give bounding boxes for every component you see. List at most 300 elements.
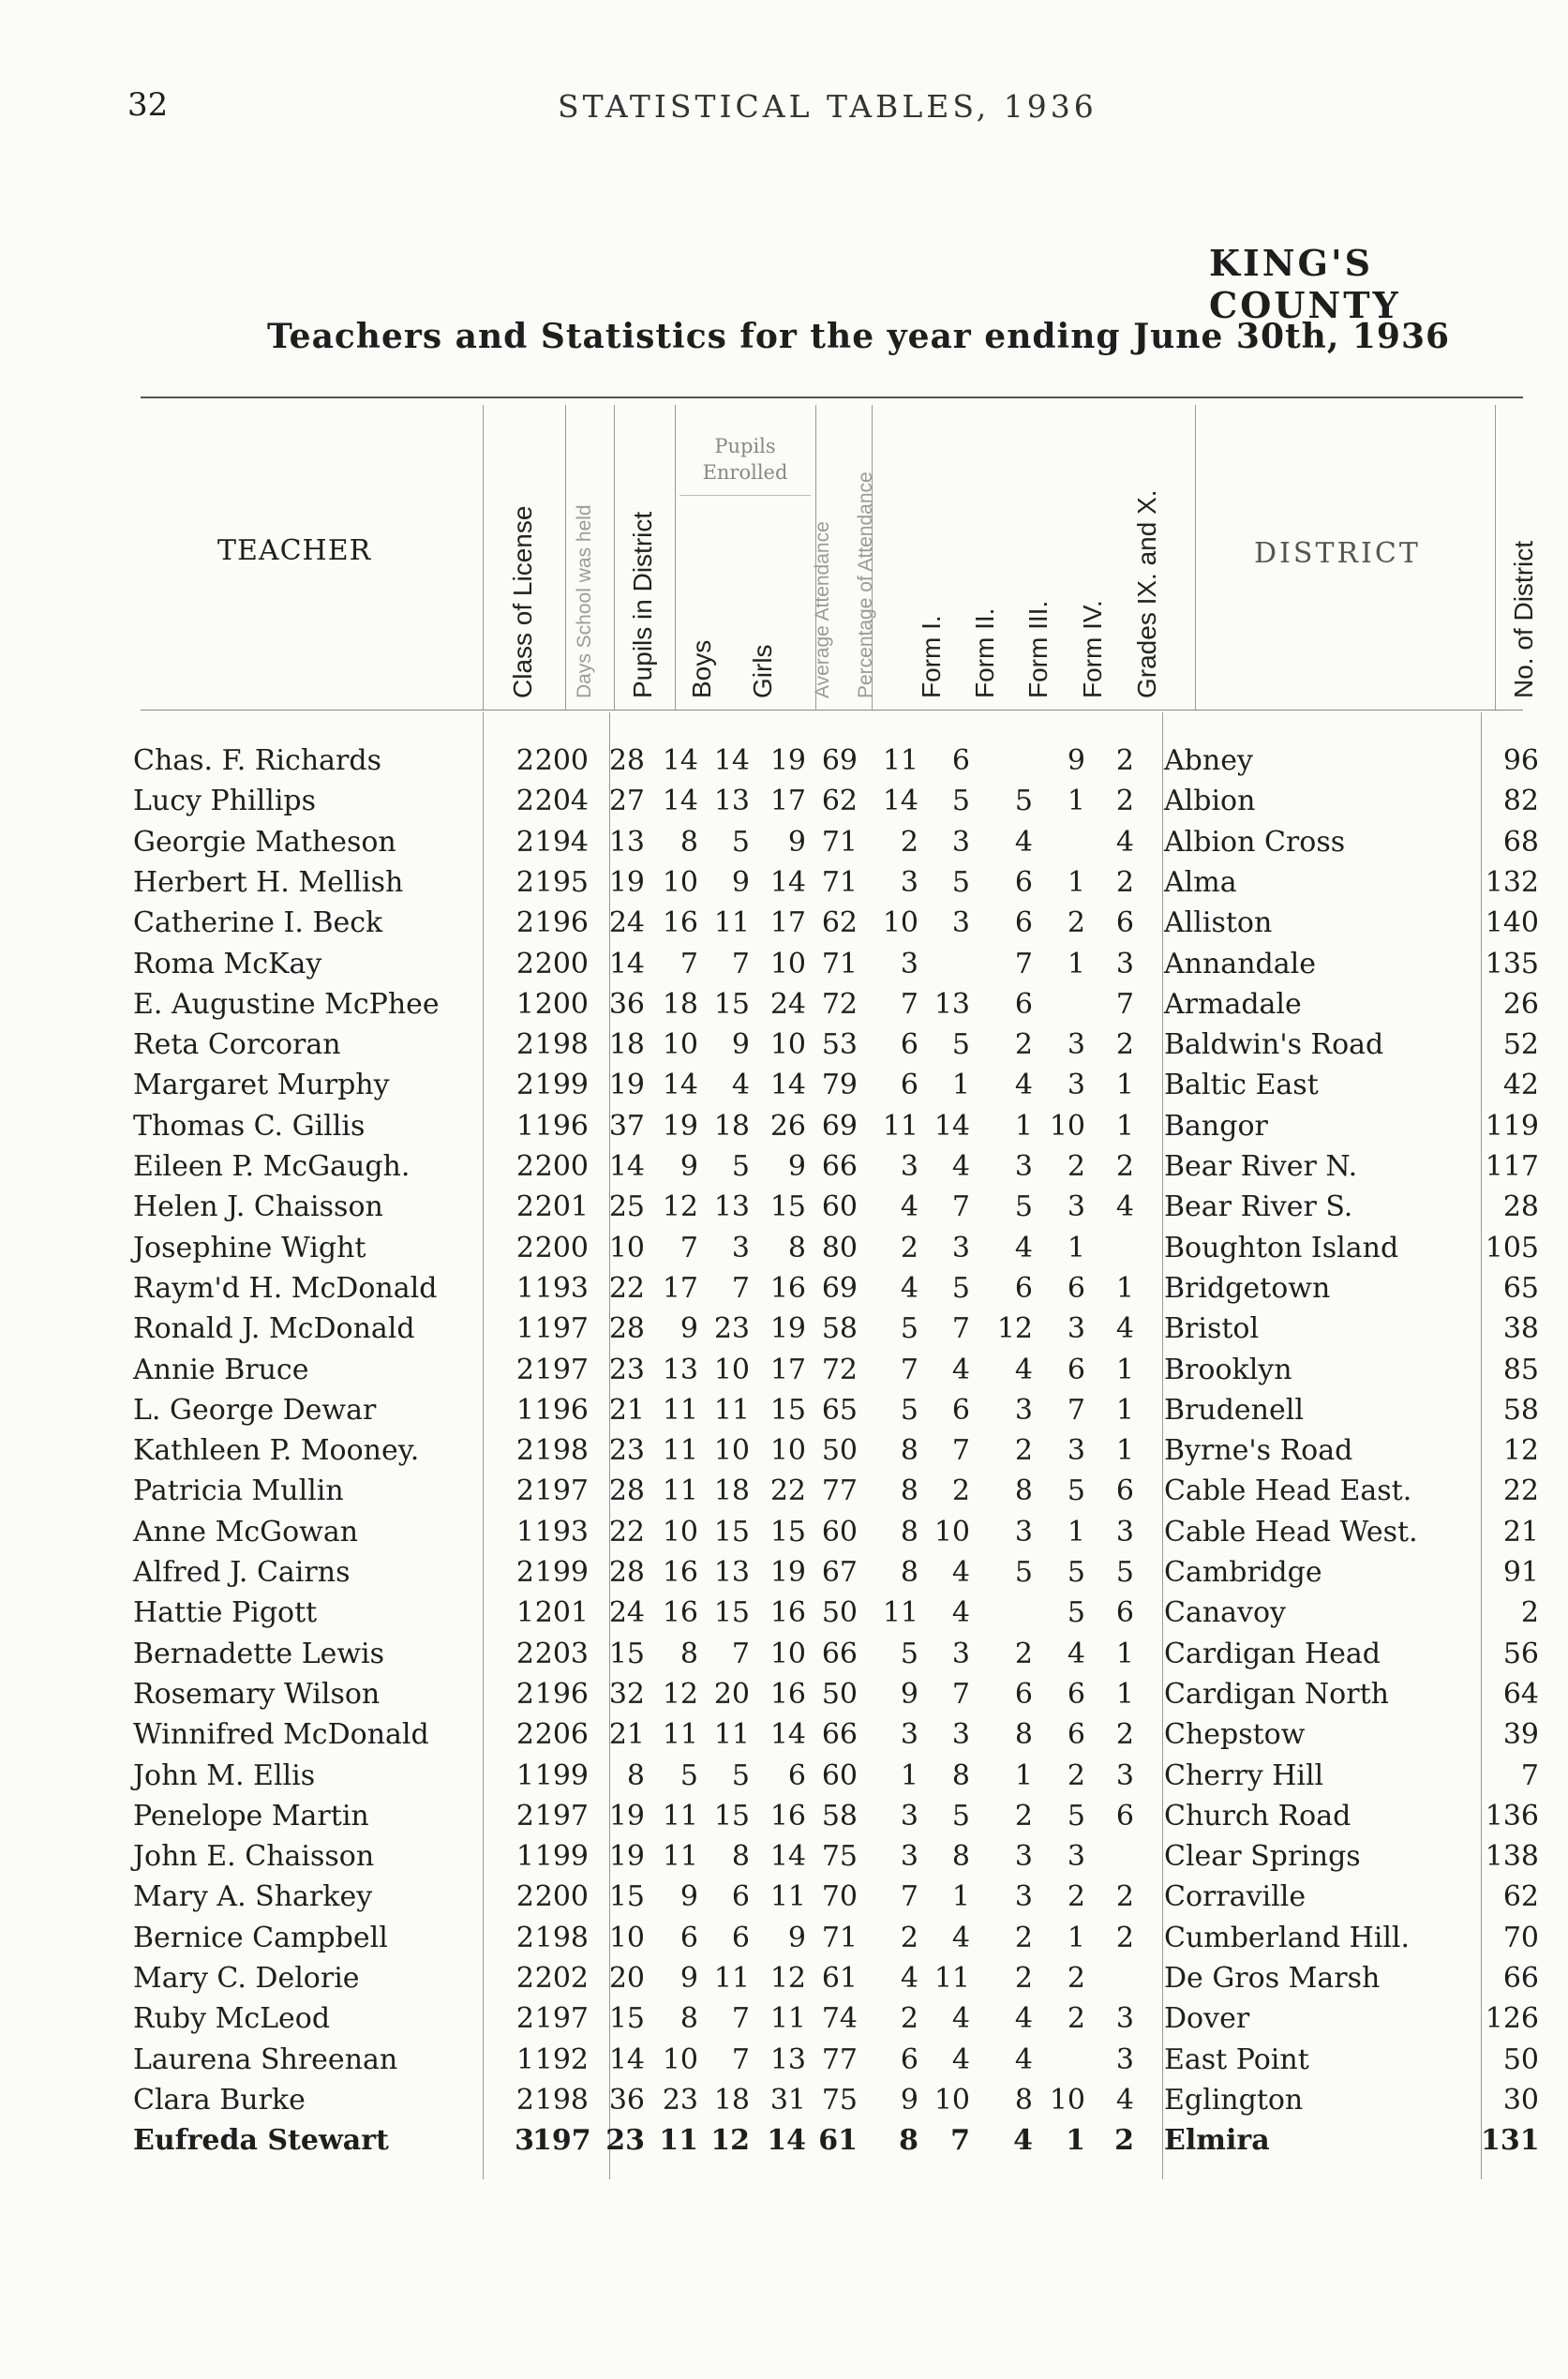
cell-girls: 5	[731, 1758, 750, 1792]
teacher-name: Penelope Martin	[133, 1799, 369, 1833]
district-number: 58	[1502, 1393, 1539, 1427]
cell-license: 2	[515, 1069, 534, 1102]
table-row	[0, 903, 1568, 943]
cell-f3: 5	[1014, 785, 1033, 818]
cell-pct: 50	[821, 1677, 858, 1711]
cell-f2: 13	[933, 987, 970, 1021]
cell-pupils: 24	[608, 906, 645, 940]
cell-f2: 5	[951, 1028, 970, 1062]
cell-boys: 11	[662, 1393, 698, 1427]
cell-days: 196	[534, 1109, 589, 1143]
cell-pupils: 28	[608, 1474, 645, 1508]
cell-f2: 7	[951, 1677, 970, 1711]
cell-f1: 14	[882, 785, 918, 818]
cell-f1: 2	[900, 1921, 918, 1954]
cell-pct: 69	[821, 744, 858, 777]
district-name: Alliston	[1164, 906, 1273, 940]
cell-g9: 2	[1115, 1880, 1134, 1914]
cell-f1: 2	[900, 2002, 918, 2036]
cell-f2: 5	[951, 1799, 970, 1833]
district-name: Alma	[1164, 865, 1237, 899]
teacher-name: Ronald J. McDonald	[133, 1312, 415, 1346]
cell-g9: 2	[1115, 1921, 1134, 1954]
cell-license: 2	[515, 1028, 534, 1062]
district-number: 105	[1485, 1231, 1539, 1264]
cell-pct: 66	[821, 1718, 858, 1752]
table-row	[0, 1309, 1568, 1349]
cell-license: 2	[515, 1556, 534, 1589]
cell-license: 2	[515, 1474, 534, 1508]
teacher-name: Mary C. Delorie	[133, 1962, 360, 1995]
form-4-header: Form IV.	[1078, 600, 1107, 698]
cell-license: 2	[515, 1434, 534, 1468]
cell-days: 201	[534, 1596, 589, 1630]
cell-girls: 13	[713, 1190, 750, 1224]
cell-boys: 13	[662, 1353, 698, 1386]
cell-license: 2	[515, 2002, 534, 2036]
cell-license: 1	[515, 1515, 534, 1549]
cell-avg: 19	[769, 1556, 806, 1589]
district-number: 64	[1502, 1677, 1539, 1711]
cell-g9: 6	[1115, 906, 1134, 940]
cell-girls: 7	[731, 947, 750, 980]
cell-f3: 3	[1014, 1515, 1033, 1549]
cell-days: 197	[532, 2124, 591, 2158]
cell-f3: 4	[1014, 825, 1033, 859]
cell-pct: 62	[821, 906, 858, 940]
cell-f1: 9	[900, 2083, 918, 2117]
cell-f3: 6	[1014, 1677, 1033, 1711]
teacher-name: Thomas C. Gillis	[133, 1109, 366, 1143]
cell-f3: 1	[1014, 1109, 1033, 1143]
cell-girls: 13	[713, 1556, 750, 1589]
cell-girls: 14	[713, 744, 750, 777]
cell-days: 200	[534, 744, 589, 777]
cell-boys: 11	[662, 1718, 698, 1752]
cell-f4: 4	[1067, 1637, 1085, 1670]
cell-boys: 10	[662, 1515, 698, 1549]
district-number: 132	[1485, 865, 1539, 899]
cell-license: 2	[515, 1353, 534, 1386]
district-name: Boughton Island	[1164, 1231, 1399, 1264]
cell-f2: 7	[951, 1190, 970, 1224]
table-row	[0, 1065, 1568, 1105]
district-number: 140	[1485, 906, 1539, 940]
cell-pupils: 19	[608, 1069, 645, 1102]
cell-boys: 14	[662, 1069, 698, 1102]
cell-license: 2	[515, 1231, 534, 1264]
teacher-name: Kathleen P. Mooney.	[133, 1434, 420, 1468]
teacher-name: Helen J. Chaisson	[133, 1190, 383, 1224]
cell-girls: 11	[713, 1718, 750, 1752]
cell-pupils: 19	[608, 1799, 645, 1833]
teacher-name: Josephine Wight	[133, 1231, 366, 1264]
header-divider	[1495, 405, 1496, 710]
cell-f4: 6	[1067, 1718, 1085, 1752]
district-name: Eglington	[1164, 2083, 1304, 2117]
cell-boys: 10	[662, 1028, 698, 1062]
table-row	[0, 1552, 1568, 1593]
cell-avg: 16	[769, 1677, 806, 1711]
cell-girls: 15	[713, 1799, 750, 1833]
header-divider	[1195, 405, 1196, 710]
table-row	[0, 1593, 1568, 1633]
boys-header: Boys	[687, 639, 716, 698]
cell-pct: 66	[821, 1637, 858, 1670]
cell-pupils: 24	[608, 1596, 645, 1630]
cell-avg: 19	[769, 744, 806, 777]
cell-avg: 6	[787, 1758, 806, 1792]
cell-f2: 6	[951, 1393, 970, 1427]
header-bottom-rule	[141, 710, 1523, 711]
cell-pct: 71	[821, 947, 858, 980]
teacher-name: Reta Corcoran	[133, 1028, 341, 1062]
cell-license: 2	[515, 1962, 534, 1995]
cell-days: 196	[534, 1393, 589, 1427]
district-number: 39	[1502, 1718, 1539, 1752]
cell-pct: 60	[821, 1758, 858, 1792]
cell-avg: 14	[769, 865, 806, 899]
cell-boys: 9	[679, 1312, 698, 1346]
cell-f1: 8	[900, 1434, 918, 1468]
teacher-name: John M. Ellis	[133, 1758, 316, 1792]
cell-avg: 10	[769, 947, 806, 980]
cell-g9: 6	[1115, 1799, 1134, 1833]
cell-boys: 8	[679, 2002, 698, 2036]
cell-avg: 15	[769, 1393, 806, 1427]
district-number: 70	[1502, 1921, 1539, 1954]
table-row	[0, 781, 1568, 821]
top-rule	[141, 396, 1523, 398]
cell-boys: 9	[679, 1962, 698, 1995]
cell-f1: 1	[900, 1758, 918, 1792]
cell-pct: 72	[821, 1353, 858, 1386]
cell-license: 2	[515, 1718, 534, 1752]
cell-avg: 10	[769, 1434, 806, 1468]
cell-f4: 3	[1067, 1190, 1085, 1224]
district-name: Cardigan North	[1164, 1677, 1389, 1711]
cell-avg: 13	[769, 2042, 806, 2076]
district-name: Cambridge	[1164, 1556, 1322, 1589]
cell-days: 198	[534, 1028, 589, 1062]
cell-pct: 53	[821, 1028, 858, 1062]
cell-days: 206	[534, 1718, 589, 1752]
cell-f3: 8	[1014, 1718, 1033, 1752]
cell-f4: 1	[1067, 785, 1085, 818]
cell-pupils: 22	[608, 1515, 645, 1549]
cell-g9: 2	[1115, 1718, 1134, 1752]
cell-f3: 4	[1014, 2042, 1033, 2076]
table-row	[0, 1471, 1568, 1511]
district-number: 42	[1502, 1069, 1539, 1102]
cell-boys: 23	[662, 2083, 698, 2117]
district-number: 38	[1502, 1312, 1539, 1346]
district-name: Brudenell	[1164, 1393, 1304, 1427]
cell-girls: 5	[731, 825, 750, 859]
cell-f3: 12	[996, 1312, 1033, 1346]
cell-f1: 8	[900, 1474, 918, 1508]
cell-girls: 10	[713, 1353, 750, 1386]
cell-pct: 50	[821, 1596, 858, 1630]
cell-f3: 3	[1014, 1150, 1033, 1183]
cell-boys: 8	[679, 1637, 698, 1670]
cell-days: 199	[534, 1556, 589, 1589]
cell-f3: 2	[1014, 1637, 1033, 1670]
cell-days: 200	[534, 1231, 589, 1264]
cell-avg: 11	[769, 1880, 806, 1914]
teacher-name: Mary A. Sharkey	[133, 1880, 373, 1914]
cell-avg: 10	[769, 1028, 806, 1062]
table-row	[0, 1430, 1568, 1471]
cell-pupils: 15	[608, 2002, 645, 2036]
cell-pct: 50	[821, 1434, 858, 1468]
cell-g9: 1	[1115, 1271, 1134, 1305]
percentage-attendance-header: Percentage of Attendance	[855, 471, 876, 698]
cell-girls: 18	[713, 2083, 750, 2117]
cell-f3: 2	[1014, 1799, 1033, 1833]
cell-license: 2	[515, 906, 534, 940]
cell-f2: 5	[951, 865, 970, 899]
cell-boys: 7	[679, 1231, 698, 1264]
cell-girls: 8	[731, 1840, 750, 1874]
cell-girls: 15	[713, 1515, 750, 1549]
cell-f1: 7	[900, 1353, 918, 1386]
cell-f4: 3	[1067, 1434, 1085, 1468]
cell-boys: 17	[662, 1271, 698, 1305]
district-number: 26	[1502, 987, 1539, 1021]
county-heading: KING'S COUNTY	[1209, 242, 1401, 326]
cell-f3: 8	[1014, 2083, 1033, 2117]
district-name: Bear River S.	[1164, 1190, 1353, 1224]
cell-license: 2	[515, 1150, 534, 1183]
cell-pct: 77	[821, 2042, 858, 2076]
cell-f4: 2	[1067, 1758, 1085, 1792]
teacher-name: Laurena Shreenan	[133, 2042, 398, 2076]
cell-f1: 5	[900, 1637, 918, 1670]
cell-f3: 2	[1014, 1434, 1033, 1468]
cell-girls: 10	[713, 1434, 750, 1468]
teacher-name: Chas. F. Richards	[133, 744, 381, 777]
cell-f1: 3	[900, 1840, 918, 1874]
cell-license: 1	[515, 2042, 534, 2076]
cell-f1: 11	[882, 1109, 918, 1143]
cell-avg: 15	[769, 1190, 806, 1224]
table-row	[0, 1877, 1568, 1917]
cell-f3: 3	[1014, 1880, 1033, 1914]
cell-pupils: 10	[608, 1231, 645, 1264]
cell-license: 1	[515, 987, 534, 1021]
cell-boys: 8	[679, 825, 698, 859]
district-name: Annandale	[1164, 947, 1316, 980]
cell-pupils: 15	[608, 1880, 645, 1914]
cell-f4: 1	[1066, 2124, 1085, 2158]
cell-f1: 3	[900, 1718, 918, 1752]
cell-pct: 71	[821, 825, 858, 859]
cell-pct: 74	[821, 2002, 858, 2036]
cell-pupils: 23	[608, 1353, 645, 1386]
cell-girls: 11	[713, 1962, 750, 1995]
table-row	[0, 2040, 1568, 2080]
cell-pupils: 10	[608, 1921, 645, 1954]
district-name: Byrne's Road	[1164, 1434, 1353, 1468]
cell-avg: 12	[769, 1962, 806, 1995]
cell-pct: 58	[821, 1312, 858, 1346]
cell-girls: 9	[731, 1028, 750, 1062]
cell-avg: 14	[769, 1069, 806, 1102]
teacher-name: Patricia Mullin	[133, 1474, 344, 1508]
teacher-name: Georgie Matheson	[133, 825, 396, 859]
cell-girls: 11	[713, 906, 750, 940]
cell-g9: 5	[1115, 1556, 1134, 1589]
cell-f4: 2	[1067, 1962, 1085, 1995]
cell-f2: 4	[951, 1596, 970, 1630]
cell-pupils: 32	[608, 1677, 645, 1711]
cell-pupils: 8	[626, 1758, 645, 1792]
teacher-name: E. Augustine McPhee	[133, 987, 440, 1021]
cell-boys: 5	[679, 1758, 698, 1792]
table-row	[0, 1634, 1568, 1674]
district-number: 2	[1520, 1596, 1539, 1630]
cell-license: 2	[515, 1190, 534, 1224]
cell-f2: 10	[933, 2083, 970, 2117]
cell-pct: 79	[821, 1069, 858, 1102]
cell-pct: 71	[821, 865, 858, 899]
cell-g9: 3	[1115, 1515, 1134, 1549]
table-row	[0, 1025, 1568, 1065]
cell-f1: 5	[900, 1312, 918, 1346]
cell-pct: 62	[821, 785, 858, 818]
table-row	[0, 1228, 1568, 1268]
district-number: 28	[1502, 1190, 1539, 1224]
cell-f3: 4	[1014, 1353, 1033, 1386]
cell-pct: 58	[821, 1799, 858, 1833]
cell-f2: 7	[951, 1312, 970, 1346]
form-2-header: Form II.	[970, 607, 999, 698]
cell-pct: 75	[821, 1840, 858, 1874]
cell-f4: 9	[1067, 744, 1085, 777]
cell-girls: 6	[731, 1880, 750, 1914]
cell-pupils: 21	[608, 1393, 645, 1427]
district-name: Elmira	[1164, 2124, 1270, 2158]
cell-pupils: 20	[608, 1962, 645, 1995]
cell-pupils: 14	[608, 2042, 645, 2076]
cell-avg: 24	[769, 987, 806, 1021]
cell-pct: 61	[821, 1962, 858, 1995]
cell-days: 198	[534, 1921, 589, 1954]
cell-days: 199	[534, 1840, 589, 1874]
cell-f1: 3	[900, 1799, 918, 1833]
enrolled-underline	[679, 495, 811, 496]
table-row	[0, 1796, 1568, 1836]
cell-avg: 14	[769, 1840, 806, 1874]
cell-avg: 26	[769, 1109, 806, 1143]
cell-f4: 5	[1067, 1799, 1085, 1833]
cell-avg: 22	[769, 1474, 806, 1508]
page-number: 32	[127, 86, 169, 124]
cell-avg: 17	[769, 906, 806, 940]
cell-f1: 8	[900, 1515, 918, 1549]
cell-f4: 1	[1067, 1231, 1085, 1264]
cell-f3: 7	[1014, 947, 1033, 980]
cell-avg: 11	[769, 2002, 806, 2036]
district-name: Cable Head West.	[1164, 1515, 1418, 1549]
teacher-name: Clara Burke	[133, 2083, 306, 2117]
cell-f3: 4	[1014, 2002, 1033, 2036]
district-number: 12	[1502, 1434, 1539, 1468]
cell-license: 2	[515, 1799, 534, 1833]
cell-license: 2	[515, 825, 534, 859]
cell-f3: 2	[1014, 1921, 1033, 1954]
cell-avg: 17	[769, 1353, 806, 1386]
cell-f4: 1	[1067, 865, 1085, 899]
table-row	[0, 1958, 1568, 1998]
table-row	[0, 862, 1568, 903]
cell-f2: 5	[951, 1271, 970, 1305]
cell-girls: 23	[713, 1312, 750, 1346]
cell-g9: 2	[1115, 1150, 1134, 1183]
cell-f4: 10	[1049, 1109, 1085, 1143]
cell-f4: 1	[1067, 1921, 1085, 1954]
cell-f1: 2	[900, 1231, 918, 1264]
district-number: 96	[1502, 744, 1539, 777]
cell-boys: 12	[662, 1677, 698, 1711]
cell-avg: 9	[787, 825, 806, 859]
district-name: Brooklyn	[1164, 1353, 1292, 1386]
cell-f4: 1	[1067, 1515, 1085, 1549]
cell-girls: 7	[731, 1271, 750, 1305]
cell-days: 197	[534, 1474, 589, 1508]
cell-f4: 1	[1067, 947, 1085, 980]
cell-days: 197	[534, 1312, 589, 1346]
cell-pupils: 19	[608, 1840, 645, 1874]
cell-days: 201	[534, 1190, 589, 1224]
cell-f4: 3	[1067, 1840, 1085, 1874]
cell-g9: 1	[1115, 1637, 1134, 1670]
table-row	[0, 1836, 1568, 1877]
cell-pupils: 28	[608, 1556, 645, 1589]
cell-f4: 5	[1067, 1556, 1085, 1589]
cell-pct: 61	[818, 2124, 858, 2158]
teacher-name: Rosemary Wilson	[133, 1677, 381, 1711]
district-name: Church Road	[1164, 1799, 1351, 1833]
teacher-name: Eileen P. McGaugh.	[133, 1150, 411, 1183]
cell-f2: 10	[933, 1515, 970, 1549]
teacher-name: Eufreda Stewart	[133, 2124, 389, 2158]
cell-avg: 31	[769, 2083, 806, 2117]
cell-pupils: 15	[608, 1637, 645, 1670]
cell-f3: 3	[1014, 1393, 1033, 1427]
district-name: East Point	[1164, 2042, 1309, 2076]
cell-g9: 2	[1115, 785, 1134, 818]
cell-days: 200	[534, 1150, 589, 1183]
table-row	[0, 1390, 1568, 1430]
cell-avg: 9	[787, 1921, 806, 1954]
district-number: 22	[1502, 1474, 1539, 1508]
cell-f2: 11	[933, 1962, 970, 1995]
cell-days: 192	[534, 2042, 589, 2076]
cell-days: 198	[534, 1434, 589, 1468]
district-number: 119	[1485, 1109, 1539, 1143]
cell-pupils: 25	[608, 1190, 645, 1224]
table-row	[0, 741, 1568, 781]
cell-pupils: 27	[608, 785, 645, 818]
cell-g9: 3	[1115, 2042, 1134, 2076]
teacher-name: Annie Bruce	[133, 1353, 309, 1386]
cell-girls: 6	[731, 1921, 750, 1954]
cell-license: 1	[515, 1840, 534, 1874]
cell-girls: 7	[731, 1637, 750, 1670]
cell-f1: 3	[900, 865, 918, 899]
